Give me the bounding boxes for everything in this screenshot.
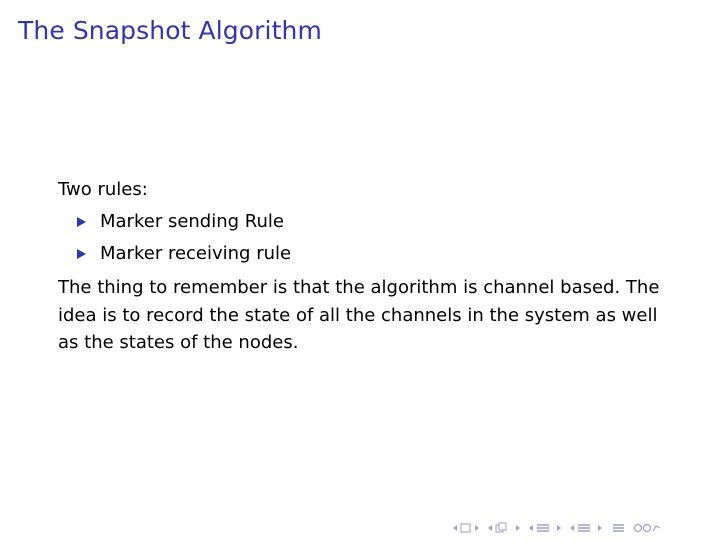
intro-text: Two rules: — [58, 179, 148, 200]
list-item — [58, 206, 678, 238]
nav-section-prev-icon[interactable] — [529, 525, 533, 531]
bullet-triangle-icon — [77, 249, 86, 259]
nav-frame-icon[interactable] — [452, 522, 482, 534]
rules-list — [58, 206, 678, 270]
nav-part-prev-icon[interactable] — [570, 525, 574, 531]
nav-search-icon[interactable] — [633, 522, 663, 534]
body-paragraph: The thing to remember is that the algorithm is channel based. The idea is to record the state of all the channels in the system as well as the states of the nodes. — [58, 277, 660, 353]
search-circle-icon — [635, 525, 642, 532]
slide-body — [58, 176, 678, 357]
frame-box-icon — [461, 524, 470, 532]
nav-section-next-icon[interactable] — [557, 525, 561, 531]
nav-section-icon[interactable] — [528, 522, 564, 534]
nav-subsection-next-icon[interactable] — [516, 525, 520, 531]
nav-subsection-icon[interactable] — [487, 522, 523, 534]
nav-part-next-icon[interactable] — [598, 525, 602, 531]
search-circle-icon — [644, 525, 651, 532]
nav-frame-next-icon[interactable] — [475, 525, 479, 531]
rule-label: Marker receiving rule — [100, 243, 292, 264]
subsection-box-front-icon — [499, 523, 506, 530]
nav-frame-prev-icon[interactable] — [453, 525, 457, 531]
nav-subsection-prev-icon[interactable] — [488, 525, 492, 531]
beamer-navigation-bar — [452, 521, 663, 535]
list-item — [58, 238, 678, 270]
nav-doc-icon[interactable] — [610, 522, 628, 534]
search-arrow-icon — [653, 526, 660, 531]
nav-part-icon[interactable] — [569, 522, 605, 534]
slide-title: The Snapshot Algorithm — [18, 16, 322, 45]
bullet-triangle-icon — [77, 217, 86, 227]
rule-label: Marker sending Rule — [100, 211, 284, 232]
